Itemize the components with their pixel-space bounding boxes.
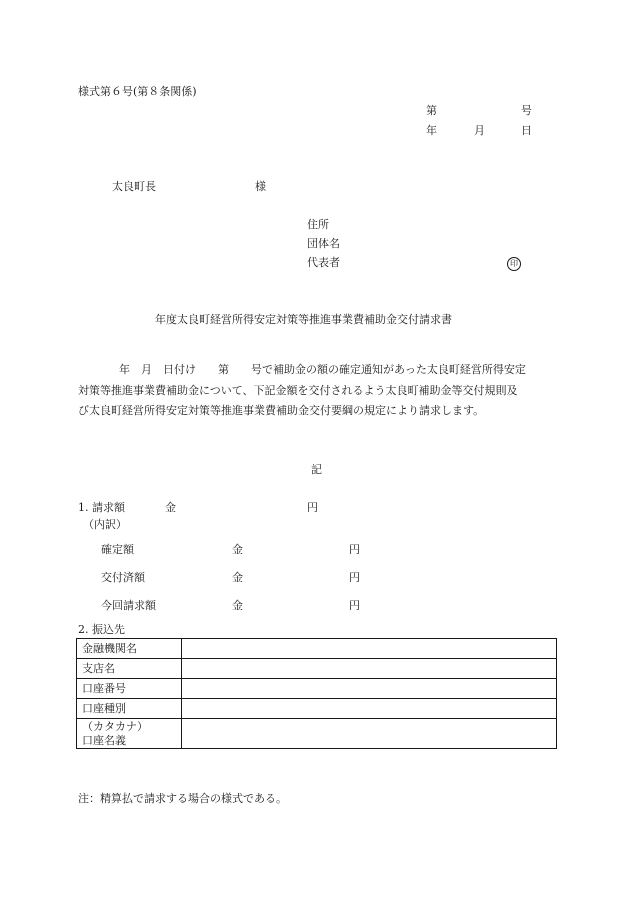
table-row <box>77 699 557 719</box>
body-line: 年 月 日付け 第 号で補助金の額の確定通知があった太良町経営所得安定 <box>108 363 526 376</box>
request-amount-kin: 金 <box>165 501 176 514</box>
addressee-name: 太良町長 <box>112 180 156 193</box>
account-type-field[interactable] <box>182 699 557 719</box>
address-label: 住所 <box>307 218 329 231</box>
body-paragraph <box>78 360 560 422</box>
breakdown-item-en: 円 <box>349 543 360 556</box>
account-holder-label <box>77 719 182 749</box>
organization-label: 団体名 <box>307 237 340 250</box>
form-number: 様式第６号(第８条関係) <box>78 85 197 98</box>
representative-label: 代表者 <box>307 256 340 269</box>
branch-name-label: 支店名 <box>77 659 182 679</box>
ki-heading: 記 <box>311 463 322 476</box>
doc-number-prefix: 第 <box>426 104 437 117</box>
account-number-label: 口座番号 <box>77 679 182 699</box>
request-amount-en: 円 <box>307 501 318 514</box>
body-line: 対策等推進事業費補助金について、下記金額を交付されるよう太良町補助金等交付規則及 <box>78 383 518 397</box>
breakdown-item-label: 確定額 <box>101 543 134 556</box>
table-row <box>77 639 557 659</box>
account-holder-field[interactable] <box>182 719 557 749</box>
seal-icon: 印 <box>507 257 521 271</box>
bank-name-label: 金融機関名 <box>77 639 182 659</box>
breakdown-label: （内訳） <box>83 518 127 531</box>
breakdown-item-en: 円 <box>349 571 360 584</box>
date-month: 月 <box>474 124 485 137</box>
date-day: 日 <box>521 124 532 137</box>
footnote: 注：精算払で請求する場合の様式である。 <box>78 792 287 805</box>
bank-name-field[interactable] <box>182 639 557 659</box>
breakdown-item-kin: 金 <box>232 599 243 612</box>
breakdown-item-label: 今回請求額 <box>101 599 156 612</box>
branch-name-field[interactable] <box>182 659 557 679</box>
table-row <box>77 719 557 749</box>
seal-mark <box>507 256 521 271</box>
breakdown-item-label: 交付済額 <box>101 571 145 584</box>
document-title: 年度太良町経営所得安定対策等推進事業費補助金交付請求書 <box>155 313 452 326</box>
account-number-field[interactable] <box>182 679 557 699</box>
table-row <box>77 659 557 679</box>
breakdown-item-en: 円 <box>349 599 360 612</box>
section1-label: 1. 請求額 <box>78 501 125 514</box>
date-year: 年 <box>426 124 437 137</box>
section2-label: 2. 振込先 <box>78 623 125 636</box>
account-type-label: 口座種別 <box>77 699 182 719</box>
breakdown-item-kin: 金 <box>232 571 243 584</box>
bank-account-table <box>76 638 557 749</box>
addressee-honorific: 様 <box>255 180 266 193</box>
breakdown-item-kin: 金 <box>232 543 243 556</box>
table-row <box>77 679 557 699</box>
account-holder-name-label: 口座名義 <box>82 733 126 747</box>
doc-number-suffix: 号 <box>521 104 532 117</box>
body-line: び太良町経営所得安定対策等推進事業費補助金交付要綱の規定により請求します。 <box>78 404 485 417</box>
account-holder-kana-label: （カタカナ） <box>82 719 148 733</box>
